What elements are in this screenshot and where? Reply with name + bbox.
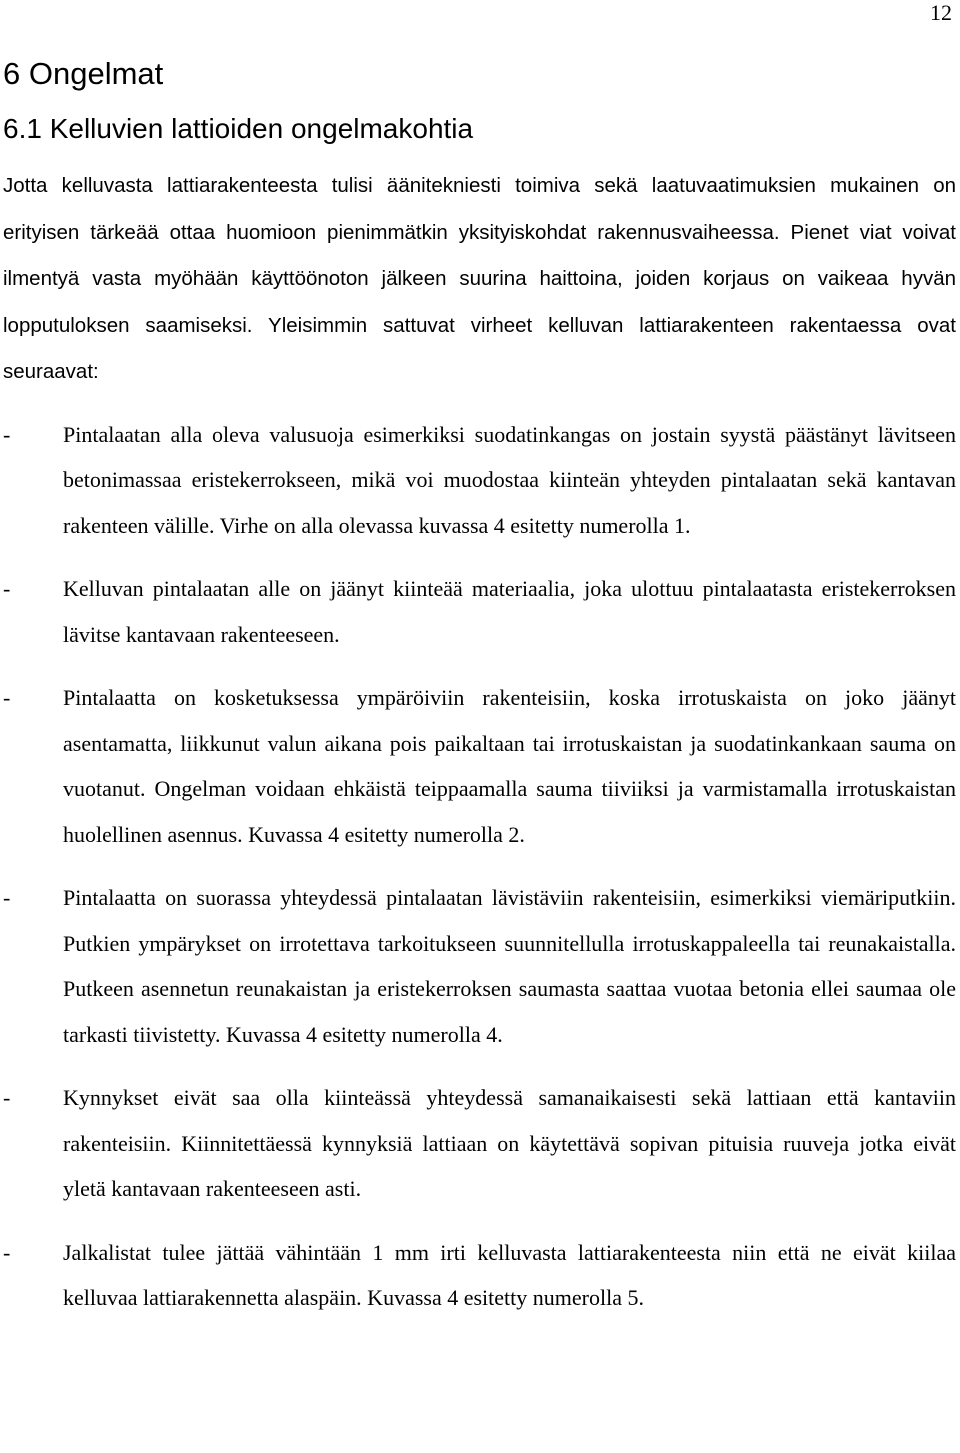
list-bullet: - (3, 576, 11, 601)
chapter-heading: 6 Ongelmat (3, 56, 164, 91)
intro-paragraph (3, 162, 956, 395)
list-bullet: - (3, 1085, 11, 1110)
list-item-text: Jalkalistat tulee jättää vähintään 1 mm irti kelluvasta lattiarakenteesta niin että ne eivät kiilaa kelluvaa lattiarakennetta alaspäin. Kuvassa 4 esitetty numerolla 5. (63, 1239, 956, 1310)
intro-sentence-1: Jotta kelluvasta lattiarakenteesta tulisi äänitekniesti toimiva sekä laatuvaatimuksien mukainen on erityisen tärkeää ottaa huomioon pienimmätkin yksityiskohdat rakennusvaiheessa. (3, 174, 956, 244)
list-bullet: - (3, 1239, 11, 1265)
section-heading: 6.1 Kelluvien lattioiden ongelmakohtia (3, 113, 474, 144)
problem-list (3, 412, 956, 1321)
page-number: 12 (930, 0, 952, 25)
list-bullet: - (3, 421, 11, 447)
list-item (3, 412, 956, 549)
list-item (3, 875, 956, 1057)
list-item (3, 675, 956, 857)
list-item-text: Pintalaatta on suorassa yhteydessä pintalaatan lävistäviin rakenteisiin, esimerkiksi viemäriputkiin. Putkien ympärykset on irrotettava tarkoitukseen suunnitellulla irrotuskappaleella tai reunakaistalla. Putkeen asennetun reunakaistan ja eristekerroksen saumasta saattaa vuotaa betonia ellei saumaa ole tarkasti tiivistetty. Kuvassa 4 esitetty numerolla 4. (63, 885, 956, 1047)
list-item-text: Pintalaatan alla oleva valusuoja esimerkiksi suodatinkangas on jostain syystä päästänyt lävitseen betonimassaa eristekerrokseen, mikä voi muodostaa kiinteän yhteyden pintalaatan sekä kantavan rakenteen välille. Virhe on alla olevassa kuvassa 4 esitetty numerolla 1. (63, 421, 956, 538)
list-item-text: Kynnykset eivät saa olla kiinteässä yhteydessä samanaikaisesti sekä lattiaan että kantaviin rakenteisiin. Kiinnitettäessä kynnyksiä lattiaan on käytettävä sopivan pituisia ruuveja jotka eivät yletä kantavaan rakenteeseen asti. (63, 1085, 956, 1201)
intro-sentence-2: Pienet viat voivat ilmentyä vasta myöhään käyttöönoton jälkeen suurina haittoina, joiden korjaus on vaikeaa hyvän lopputuloksen saamiseksi. Yleisimmin sattuvat virheet kelluvan lattiarakenteen rakentaessa ovat seuraavat: (3, 220, 956, 383)
list-bullet: - (3, 685, 11, 710)
list-item (3, 566, 956, 657)
list-item-text: Pintalaatta on kosketuksessa ympäröiviin rakenteisiin, koska irrotuskaista on joko jäänyt asentamatta, liikkunut valun aikana pois paikaltaan tai irrotuskaistan ja suodatinkankaan sauma on vuotanut. Ongelman voidaan ehkäistä teippaamalla sauma tiiviiksi ja varmistamalla irrotuskaistan huolellinen asennus. Kuvassa 4 esitetty numerolla 2. (63, 685, 956, 847)
list-item-text: Kelluvan pintalaatan alle on jäänyt kiinteää materiaalia, joka ulottuu pintalaatasta eristekerroksen lävitse kantavaan rakenteeseen. (63, 576, 956, 647)
document-body (3, 162, 956, 1321)
list-bullet: - (3, 885, 11, 910)
list-item (3, 1230, 956, 1321)
list-item (3, 1075, 956, 1212)
